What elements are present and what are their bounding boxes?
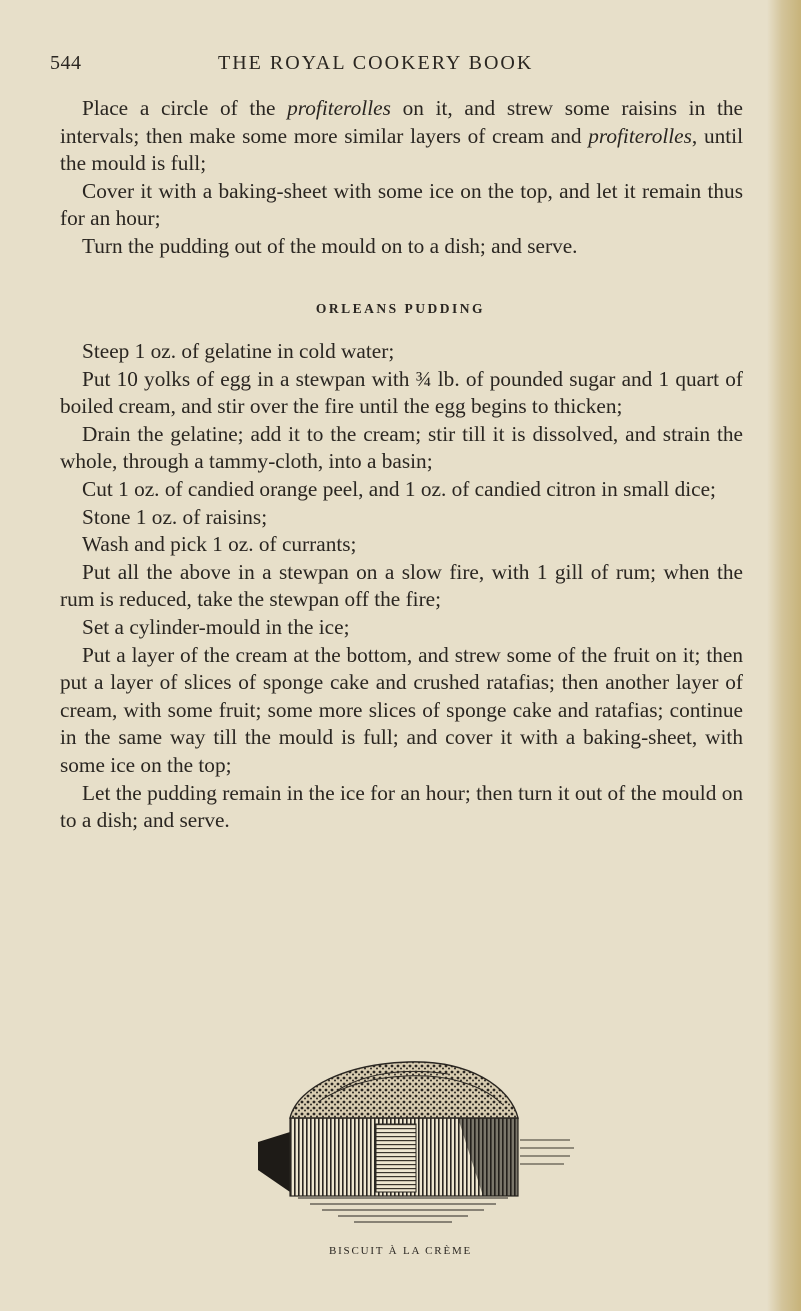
recipe-step: Drain the gelatine; add it to the cream; stir till it is dissolved, and strain the whole, through a tammy-cloth, into a basin; [60, 421, 743, 474]
intro-text-run: Place a circle of the [82, 96, 288, 120]
figure-caption: BISCUIT À LA CRÈME [328, 1245, 473, 1257]
italic-term: profiterolles [287, 96, 391, 120]
recipe-step: Cut 1 oz. of candied orange peel, and 1 oz. of candied citron in small dice; [82, 476, 716, 501]
intro-text-run: on it, and strew some raisins in the intervals; then make some more similar layers of cream and [60, 96, 743, 148]
recipe-step: Steep 1 oz. of gelatine in cold water; [82, 339, 395, 363]
running-head: THE ROYAL COOKERY BOOK [218, 52, 534, 74]
intro-paragraph-3: Turn the pudding out of the mould on to a dish; and serve. [82, 233, 578, 258]
intro-text-run: , until the mould is full; [60, 123, 743, 176]
intro-text [60, 95, 743, 261]
recipe-step: Stone 1 oz. of raisins; [82, 504, 268, 529]
intro-paragraph-1 [60, 95, 743, 178]
page-header [0, 52, 801, 82]
intro-paragraph-2: Cover it with a baking-sheet with some ice on the top, and let it remain thus for an hour; [60, 178, 743, 231]
recipe-step: Set a cylinder-mould in the ice; [82, 614, 350, 639]
biscuit-illustration [258, 1052, 578, 1226]
recipe-step: Put all the above in a stewpan on a slow fire, with 1 gill of rum; when the rum is reduced, take the stewpan off the fire; [60, 559, 743, 612]
recipe-step: Put 10 yolks of egg in a stewpan with ¾ lb. of pounded sugar and 1 quart of boiled cream, and stir over the fire until the egg begins to thicken; [60, 366, 743, 419]
recipe-steps [60, 338, 743, 835]
page-number: 544 [50, 52, 82, 74]
italic-term: profiterolles [588, 123, 692, 148]
recipe-step: Let the pudding remain in the ice for an hour; then turn it out of the mould on to a dish; and serve. [60, 780, 743, 833]
recipe-step: Wash and pick 1 oz. of currants; [82, 532, 357, 557]
section-title: ORLEANS PUDDING [315, 301, 486, 316]
recipe-step: Put a layer of the cream at the bottom, and strew some of the fruit on it; then put a layer of slices of sponge cake and crushed ratafias; then another layer of cream, with some fruit; some more slices of sponge cake and ratafias; continue in the same way till the mould is full; and cover it with a baking-sheet, with some ice on the top; [60, 642, 743, 777]
page-edge-shadow [767, 0, 801, 1311]
